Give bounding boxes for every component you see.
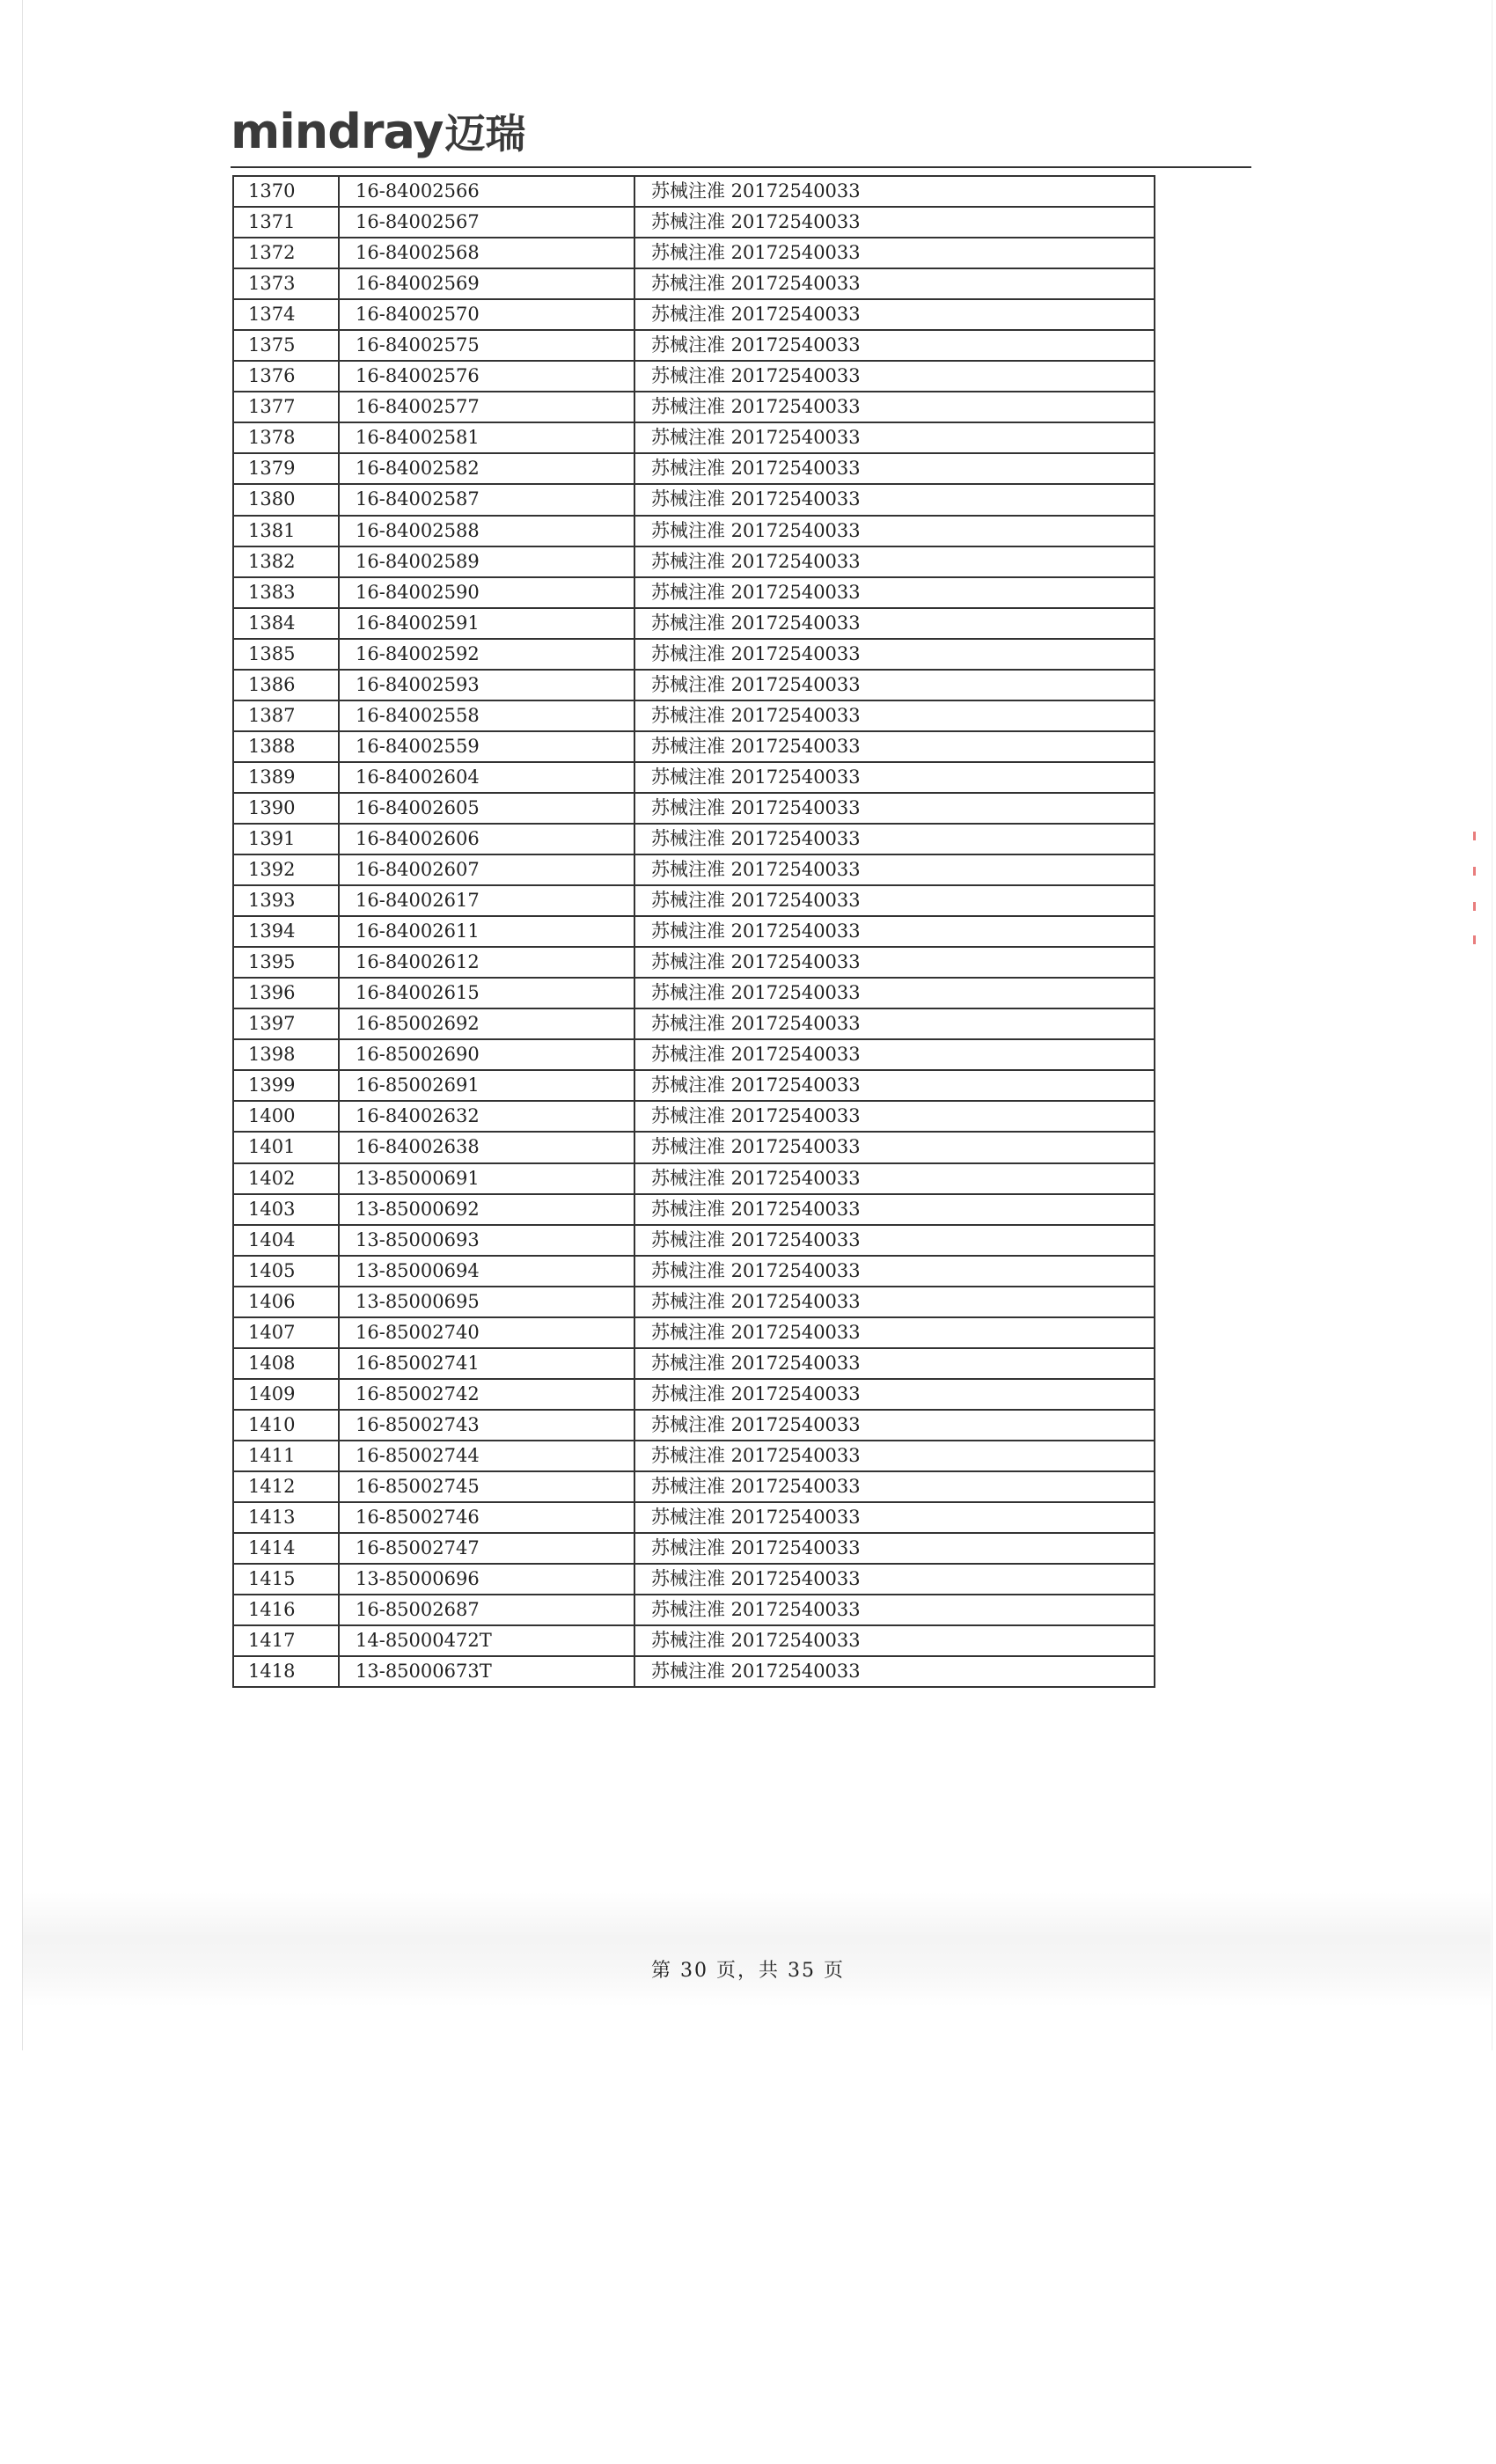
part-number-cell: 16-85002741 bbox=[339, 1348, 634, 1379]
row-number-cell: 1405 bbox=[233, 1256, 339, 1287]
registration-number-cell: 苏械注准 20172540033 bbox=[634, 1379, 1155, 1410]
table-row bbox=[233, 546, 1155, 577]
table-row bbox=[233, 1502, 1155, 1533]
registration-number-cell: 苏械注准 20172540033 bbox=[634, 392, 1155, 422]
table-row bbox=[233, 453, 1155, 484]
table-row bbox=[233, 299, 1155, 330]
table-row bbox=[233, 1225, 1155, 1256]
row-number-cell: 1380 bbox=[233, 484, 339, 515]
registration-number-cell: 苏械注准 20172540033 bbox=[634, 1441, 1155, 1471]
registration-number-cell: 苏械注准 20172540033 bbox=[634, 885, 1155, 916]
row-number-cell: 1395 bbox=[233, 947, 339, 978]
table-row bbox=[233, 1625, 1155, 1656]
registration-number-cell: 苏械注准 20172540033 bbox=[634, 1502, 1155, 1533]
registration-number-cell: 苏械注准 20172540033 bbox=[634, 1656, 1155, 1687]
row-number-cell: 1399 bbox=[233, 1070, 339, 1101]
part-number-cell: 16-84002575 bbox=[339, 330, 634, 361]
row-number-cell: 1415 bbox=[233, 1564, 339, 1595]
part-number-cell: 16-84002577 bbox=[339, 392, 634, 422]
part-number-cell: 16-84002591 bbox=[339, 608, 634, 639]
registration-number-cell: 苏械注准 20172540033 bbox=[634, 1101, 1155, 1132]
part-number-cell: 16-84002617 bbox=[339, 885, 634, 916]
registration-number-cell: 苏械注准 20172540033 bbox=[634, 207, 1155, 238]
registration-number-cell: 苏械注准 20172540033 bbox=[634, 947, 1155, 978]
table-row bbox=[233, 731, 1155, 762]
registration-number-cell: 苏械注准 20172540033 bbox=[634, 546, 1155, 577]
row-number-cell: 1374 bbox=[233, 299, 339, 330]
registration-number-cell: 苏械注准 20172540033 bbox=[634, 1163, 1155, 1194]
table-row bbox=[233, 1039, 1155, 1070]
row-number-cell: 1400 bbox=[233, 1101, 339, 1132]
table-row bbox=[233, 762, 1155, 793]
table-row bbox=[233, 824, 1155, 854]
row-number-cell: 1391 bbox=[233, 824, 339, 854]
row-number-cell: 1406 bbox=[233, 1287, 339, 1317]
table-row bbox=[233, 330, 1155, 361]
part-number-cell: 13-85000693 bbox=[339, 1225, 634, 1256]
registration-number-cell: 苏械注准 20172540033 bbox=[634, 700, 1155, 731]
part-number-cell: 16-85002690 bbox=[339, 1039, 634, 1070]
registration-number-cell: 苏械注准 20172540033 bbox=[634, 1533, 1155, 1564]
logo-wordmark: mindray bbox=[231, 103, 444, 159]
table-row bbox=[233, 1317, 1155, 1348]
part-number-cell: 16-84002582 bbox=[339, 453, 634, 484]
part-number-cell: 16-85002746 bbox=[339, 1502, 634, 1533]
row-number-cell: 1417 bbox=[233, 1625, 339, 1656]
part-number-cell: 16-84002638 bbox=[339, 1132, 634, 1162]
registration-number-cell: 苏械注准 20172540033 bbox=[634, 1348, 1155, 1379]
table-row bbox=[233, 484, 1155, 515]
table-row bbox=[233, 1471, 1155, 1502]
row-number-cell: 1407 bbox=[233, 1317, 339, 1348]
mindray-logo bbox=[231, 100, 525, 162]
row-number-cell: 1409 bbox=[233, 1379, 339, 1410]
row-number-cell: 1413 bbox=[233, 1502, 339, 1533]
registration-number-cell: 苏械注准 20172540033 bbox=[634, 1194, 1155, 1225]
table-row bbox=[233, 1564, 1155, 1595]
table-row bbox=[233, 392, 1155, 422]
table-row bbox=[233, 361, 1155, 392]
registration-number-cell: 苏械注准 20172540033 bbox=[634, 299, 1155, 330]
row-number-cell: 1373 bbox=[233, 268, 339, 299]
table-row bbox=[233, 978, 1155, 1008]
table-row bbox=[233, 1533, 1155, 1564]
part-number-cell: 16-84002612 bbox=[339, 947, 634, 978]
row-number-cell: 1375 bbox=[233, 330, 339, 361]
table-row bbox=[233, 670, 1155, 700]
row-number-cell: 1371 bbox=[233, 207, 339, 238]
scan-shading-band bbox=[23, 1892, 1491, 2006]
table-row bbox=[233, 577, 1155, 608]
registration-number-cell: 苏械注准 20172540033 bbox=[634, 762, 1155, 793]
row-number-cell: 1392 bbox=[233, 854, 339, 885]
part-number-cell: 16-84002589 bbox=[339, 546, 634, 577]
registration-number-cell: 苏械注准 20172540033 bbox=[634, 268, 1155, 299]
row-number-cell: 1401 bbox=[233, 1132, 339, 1162]
part-number-cell: 13-85000696 bbox=[339, 1564, 634, 1595]
row-number-cell: 1416 bbox=[233, 1595, 339, 1625]
row-number-cell: 1414 bbox=[233, 1533, 339, 1564]
registration-number-cell: 苏械注准 20172540033 bbox=[634, 793, 1155, 824]
row-number-cell: 1403 bbox=[233, 1194, 339, 1225]
row-number-cell: 1396 bbox=[233, 978, 339, 1008]
part-number-cell: 16-84002566 bbox=[339, 176, 634, 207]
part-number-cell: 16-84002607 bbox=[339, 854, 634, 885]
row-number-cell: 1381 bbox=[233, 516, 339, 546]
part-number-cell: 16-84002632 bbox=[339, 1101, 634, 1132]
row-number-cell: 1394 bbox=[233, 916, 339, 947]
registration-number-cell: 苏械注准 20172540033 bbox=[634, 1287, 1155, 1317]
row-number-cell: 1393 bbox=[233, 885, 339, 916]
registration-number-cell: 苏械注准 20172540033 bbox=[634, 731, 1155, 762]
row-number-cell: 1379 bbox=[233, 453, 339, 484]
scan-edge-marks bbox=[1471, 832, 1478, 946]
row-number-cell: 1398 bbox=[233, 1039, 339, 1070]
part-number-cell: 16-84002568 bbox=[339, 238, 634, 268]
row-number-cell: 1412 bbox=[233, 1471, 339, 1502]
table-row bbox=[233, 1656, 1155, 1687]
registration-number-cell: 苏械注准 20172540033 bbox=[634, 824, 1155, 854]
part-number-cell: 16-84002615 bbox=[339, 978, 634, 1008]
registration-number-cell: 苏械注准 20172540033 bbox=[634, 1256, 1155, 1287]
part-number-cell: 16-84002558 bbox=[339, 700, 634, 731]
table-row bbox=[233, 1287, 1155, 1317]
registration-number-cell: 苏械注准 20172540033 bbox=[634, 577, 1155, 608]
registration-number-cell: 苏械注准 20172540033 bbox=[634, 1410, 1155, 1441]
registration-number-cell: 苏械注准 20172540033 bbox=[634, 1225, 1155, 1256]
part-number-cell: 13-85000695 bbox=[339, 1287, 634, 1317]
part-number-cell: 16-85002692 bbox=[339, 1008, 634, 1039]
registration-number-cell: 苏械注准 20172540033 bbox=[634, 916, 1155, 947]
registration-number-cell: 苏械注准 20172540033 bbox=[634, 484, 1155, 515]
row-number-cell: 1408 bbox=[233, 1348, 339, 1379]
registration-number-cell: 苏械注准 20172540033 bbox=[634, 238, 1155, 268]
table-row bbox=[233, 1256, 1155, 1287]
row-number-cell: 1382 bbox=[233, 546, 339, 577]
registration-number-cell: 苏械注准 20172540033 bbox=[634, 1595, 1155, 1625]
table-row bbox=[233, 793, 1155, 824]
header-rule bbox=[231, 166, 1251, 168]
table-row bbox=[233, 1163, 1155, 1194]
page-number: 第 30 页，共 35 页 bbox=[651, 1960, 845, 1982]
registration-number-cell: 苏械注准 20172540033 bbox=[634, 361, 1155, 392]
row-number-cell: 1377 bbox=[233, 392, 339, 422]
table-row bbox=[233, 207, 1155, 238]
registration-number-cell: 苏械注准 20172540033 bbox=[634, 639, 1155, 670]
row-number-cell: 1383 bbox=[233, 577, 339, 608]
part-number-cell: 16-84002606 bbox=[339, 824, 634, 854]
table-row bbox=[233, 608, 1155, 639]
part-number-cell: 13-85000673T bbox=[339, 1656, 634, 1687]
registration-number-cell: 苏械注准 20172540033 bbox=[634, 516, 1155, 546]
part-number-cell: 16-84002604 bbox=[339, 762, 634, 793]
table-row bbox=[233, 885, 1155, 916]
row-number-cell: 1372 bbox=[233, 238, 339, 268]
registration-number-cell: 苏械注准 20172540033 bbox=[634, 1039, 1155, 1070]
table-row bbox=[233, 268, 1155, 299]
part-number-cell: 16-85002691 bbox=[339, 1070, 634, 1101]
part-number-cell: 16-84002581 bbox=[339, 422, 634, 453]
row-number-cell: 1389 bbox=[233, 762, 339, 793]
registration-number-cell: 苏械注准 20172540033 bbox=[634, 176, 1155, 207]
part-number-cell: 16-84002587 bbox=[339, 484, 634, 515]
row-number-cell: 1376 bbox=[233, 361, 339, 392]
scan-edge-left bbox=[22, 0, 23, 2050]
part-number-cell: 13-85000692 bbox=[339, 1194, 634, 1225]
part-number-cell: 16-84002569 bbox=[339, 268, 634, 299]
part-number-cell: 16-84002567 bbox=[339, 207, 634, 238]
part-number-cell: 16-84002588 bbox=[339, 516, 634, 546]
part-number-cell: 16-84002576 bbox=[339, 361, 634, 392]
table-body bbox=[233, 176, 1155, 1687]
row-number-cell: 1390 bbox=[233, 793, 339, 824]
table-row bbox=[233, 916, 1155, 947]
part-number-cell: 16-85002687 bbox=[339, 1595, 634, 1625]
part-number-cell: 16-84002590 bbox=[339, 577, 634, 608]
table-row bbox=[233, 1070, 1155, 1101]
table-row bbox=[233, 422, 1155, 453]
table-row bbox=[233, 1101, 1155, 1132]
part-number-cell: 16-85002744 bbox=[339, 1441, 634, 1471]
registration-number-cell: 苏械注准 20172540033 bbox=[634, 1070, 1155, 1101]
registration-number-cell: 苏械注准 20172540033 bbox=[634, 1471, 1155, 1502]
registration-number-cell: 苏械注准 20172540033 bbox=[634, 1132, 1155, 1162]
table-row bbox=[233, 1441, 1155, 1471]
registration-number-cell: 苏械注准 20172540033 bbox=[634, 670, 1155, 700]
registration-number-cell: 苏械注准 20172540033 bbox=[634, 1625, 1155, 1656]
row-number-cell: 1370 bbox=[233, 176, 339, 207]
table-row bbox=[233, 238, 1155, 268]
table-row bbox=[233, 700, 1155, 731]
registration-number-cell: 苏械注准 20172540033 bbox=[634, 1317, 1155, 1348]
row-number-cell: 1388 bbox=[233, 731, 339, 762]
row-number-cell: 1411 bbox=[233, 1441, 339, 1471]
row-number-cell: 1387 bbox=[233, 700, 339, 731]
table-row bbox=[233, 1008, 1155, 1039]
table-row bbox=[233, 1595, 1155, 1625]
part-number-cell: 16-84002611 bbox=[339, 916, 634, 947]
row-number-cell: 1418 bbox=[233, 1656, 339, 1687]
registration-number-cell: 苏械注准 20172540033 bbox=[634, 978, 1155, 1008]
table-row bbox=[233, 854, 1155, 885]
part-number-cell: 16-85002740 bbox=[339, 1317, 634, 1348]
part-number-cell: 16-84002570 bbox=[339, 299, 634, 330]
registration-number-cell: 苏械注准 20172540033 bbox=[634, 1008, 1155, 1039]
table-row bbox=[233, 639, 1155, 670]
part-number-cell: 13-85000691 bbox=[339, 1163, 634, 1194]
part-number-cell: 16-84002605 bbox=[339, 793, 634, 824]
logo-chinese-name: 迈瑞 bbox=[444, 110, 526, 158]
table-row bbox=[233, 1379, 1155, 1410]
part-number-cell: 16-85002743 bbox=[339, 1410, 634, 1441]
row-number-cell: 1397 bbox=[233, 1008, 339, 1039]
row-number-cell: 1386 bbox=[233, 670, 339, 700]
registration-number-cell: 苏械注准 20172540033 bbox=[634, 330, 1155, 361]
table-row bbox=[233, 1410, 1155, 1441]
registration-number-cell: 苏械注准 20172540033 bbox=[634, 453, 1155, 484]
registration-number-cell: 苏械注准 20172540033 bbox=[634, 422, 1155, 453]
registration-number-cell: 苏械注准 20172540033 bbox=[634, 854, 1155, 885]
registration-number-cell: 苏械注准 20172540033 bbox=[634, 1564, 1155, 1595]
part-number-cell: 16-85002745 bbox=[339, 1471, 634, 1502]
table-row bbox=[233, 1132, 1155, 1162]
registration-table bbox=[232, 175, 1155, 1688]
part-number-cell: 13-85000694 bbox=[339, 1256, 634, 1287]
table-row bbox=[233, 1348, 1155, 1379]
row-number-cell: 1385 bbox=[233, 639, 339, 670]
table-row bbox=[233, 516, 1155, 546]
part-number-cell: 16-84002593 bbox=[339, 670, 634, 700]
table-row bbox=[233, 1194, 1155, 1225]
row-number-cell: 1384 bbox=[233, 608, 339, 639]
part-number-cell: 16-85002742 bbox=[339, 1379, 634, 1410]
part-number-cell: 16-85002747 bbox=[339, 1533, 634, 1564]
row-number-cell: 1378 bbox=[233, 422, 339, 453]
table-row bbox=[233, 176, 1155, 207]
table-row bbox=[233, 947, 1155, 978]
part-number-cell: 16-84002559 bbox=[339, 731, 634, 762]
part-number-cell: 16-84002592 bbox=[339, 639, 634, 670]
row-number-cell: 1404 bbox=[233, 1225, 339, 1256]
row-number-cell: 1402 bbox=[233, 1163, 339, 1194]
registration-number-cell: 苏械注准 20172540033 bbox=[634, 608, 1155, 639]
part-number-cell: 14-85000472T bbox=[339, 1625, 634, 1656]
row-number-cell: 1410 bbox=[233, 1410, 339, 1441]
